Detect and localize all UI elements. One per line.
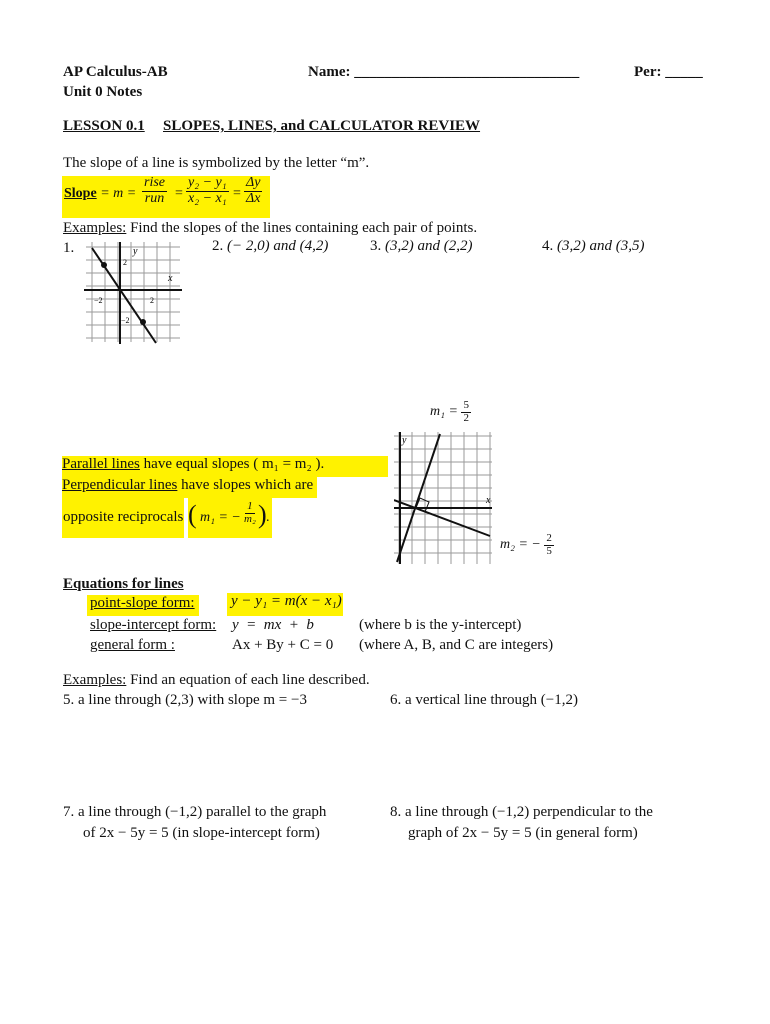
slope-intercept-formula: y = mx + b [232,617,314,633]
example-2-number: 2. [212,238,224,254]
example-4 [542,238,644,255]
graph-1-tick-y-neg: −2 [121,316,130,325]
opposite-reciprocals-text: opposite reciprocals [63,509,184,525]
rise-text: rise [144,175,165,190]
perpendicular-lines-term: Perpendicular lines [62,477,178,493]
example-7-line-1: 7. a line through (−1,2) parallel to the graph [63,804,327,820]
slope-label: Slope [64,186,97,201]
slope-m: = m = [100,186,137,201]
graph-1-point-b [140,319,146,325]
point-slope-label: point-slope form: [90,595,195,611]
period-field: Per: _____ [634,64,703,80]
rise-over-run [142,176,167,206]
parallel-lines-text: have equal slopes ( m₁ = m₂ ). [139,456,325,472]
opposite-reciprocals-box [62,498,184,538]
slope-intercept-label-text: slope-intercept form: [90,617,217,633]
reciprocal-numerator: 1 [247,500,253,512]
example-1-number: 1. [63,240,75,256]
graph-2-line-m1 [397,434,440,562]
lesson-number: LESSON 0.1 [63,118,145,134]
m1-denominator: 2 [463,411,469,424]
examples-heading [63,220,477,237]
general-form-label [90,637,175,654]
graph-1-point-a [101,262,107,268]
delta-ratio [244,176,262,206]
delta-y: Δy [246,175,261,190]
slope-formula [62,176,270,218]
graph-2-grid [394,432,492,564]
x-difference: x₂ − x₁ [188,190,227,206]
y-difference: y₂ − y₁ [188,175,227,190]
reciprocal-period: . [266,510,270,525]
m2-value [500,533,554,557]
example-4-number: 4. [542,238,554,254]
general-form-label-text: general form : [90,637,175,653]
m1-label: m₁ = [430,404,458,420]
examples-2-text: Find an equation of each line described. [130,672,370,688]
reciprocal-fraction [242,501,258,525]
example-2-text: (− 2,0) and (4,2) [227,238,329,254]
m2-denominator: 5 [546,544,552,557]
graph-1-tick-y-pos: 2 [123,258,127,267]
example-8-line-2: graph of 2x − 5y = 5 (in general form) [408,825,638,841]
slope-intro: The slope of a line is symbolized by the letter “m”. [63,155,370,171]
parallel-lines-rule [62,456,388,477]
course-title: AP Calculus-AB [63,64,168,80]
example-5: 5. a line through (2,3) with slope m = −3 [63,692,307,708]
example-3-text: (3,2) and (2,2) [385,238,473,254]
graph-2-y-label: y [402,435,407,446]
example-7-line-2: of 2x − 5y = 5 (in slope-intercept form) [83,825,320,841]
reciprocal-denominator: m₂ [244,512,256,525]
examples-label: Examples: [63,220,127,236]
perpendicular-lines-text: have slopes which are [177,477,314,493]
point-slope-formula: y − y₁ = m(x − x₁) [231,593,342,609]
example-1-graph [84,240,184,344]
equals-sign-2: = [233,186,241,201]
example-6: 6. a vertical line through (−1,2) [390,692,578,708]
slope-intercept-label [90,617,216,634]
graph-1-tick-x-pos: 2 [150,296,154,305]
equations-heading: Equations for lines [63,576,184,592]
m1-value [430,400,471,424]
example-2 [212,238,328,255]
m1-numerator: 5 [463,399,469,411]
graph-1-x-label: x [168,273,173,284]
equals-sign: = [175,186,183,201]
examples-2-label: Examples: [63,672,127,688]
m2-label: m₂ = − [500,537,541,553]
point-slope-formula-box [227,593,343,616]
lesson-title: SLOPES, LINES, and CALCULATOR REVIEW [163,118,481,134]
perpendicular-lines-rule [62,477,317,498]
run-text: run [144,190,165,206]
examples-text: Find the slopes of the lines containing each pair of points. [130,220,478,236]
example-4-text: (3,2) and (3,5) [557,238,645,254]
name-field: Name: ______________________________ [308,64,580,80]
point-slope-label-box [87,595,199,616]
graph-1-y-label: y [133,246,138,257]
examples-2-heading [63,672,370,689]
coordinate-difference [186,176,229,206]
reciprocal-formula: ( m₁ = − $\frac{1}{\text{m₂}}$ ) . [188,498,272,538]
perpendicular-lines-graph [394,432,492,564]
general-form-note: (where A, B, and C are integers) [359,637,554,653]
reciprocal-lhs: m₁ = − [200,510,241,525]
example-8-line-1: 8. a line through (−1,2) perpendicular to the [390,804,653,820]
parallel-lines-term: Parallel lines [62,456,140,472]
m2-numerator: 2 [546,532,552,544]
unit-title: Unit 0 Notes [63,84,143,100]
graph-1-grid [86,242,180,342]
general-form-formula: Ax + By + C = 0 [232,637,334,653]
delta-x: Δx [246,190,261,206]
graph-1-tick-x-neg: −2 [94,296,103,305]
example-3-number: 3. [370,238,382,254]
example-3 [370,238,472,255]
graph-2-x-label: x [486,495,491,506]
slope-intercept-note: (where b is the y-intercept) [359,617,522,633]
